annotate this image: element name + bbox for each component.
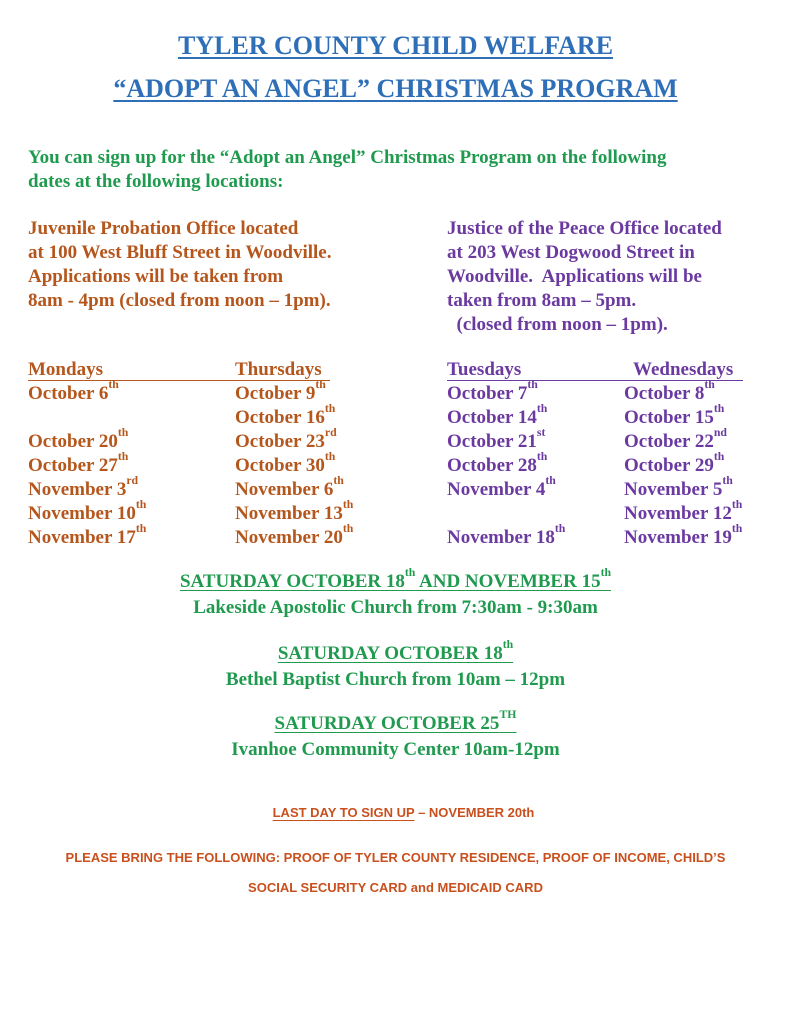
date-entry: October 22nd: [624, 426, 727, 452]
tuesdays-heading: Tuesdays: [447, 359, 522, 380]
date-entry: October 7th: [447, 378, 538, 404]
date-entry: October 23rd: [235, 426, 337, 452]
date-entry: October 9th: [235, 378, 326, 404]
date-entry: October 20th: [28, 426, 129, 452]
intro-line-1: You can sign up for the “Adopt an Angel” Christmas Program on the following: [28, 147, 667, 168]
tuesdays-dates: [447, 378, 566, 550]
date-entry: November 17th: [28, 522, 147, 548]
intro-line-2: dates at the following locations:: [28, 171, 284, 192]
right-schedule-underline: [447, 380, 743, 381]
date-entry: November 10th: [28, 498, 147, 524]
bring-requirements-line-1: PLEASE BRING THE FOLLOWING: PROOF OF TYLER COUNTY RESIDENCE, PROOF OF INCOME, CHILD’S: [65, 850, 726, 865]
location-line: Woodville. Applications will be: [447, 266, 702, 287]
date-entry: October 30th: [235, 450, 336, 476]
date-entry: [28, 406, 146, 430]
thursdays-heading: Thursdays: [235, 359, 322, 380]
date-entry: November 18th: [447, 522, 566, 548]
mondays-dates: [28, 378, 147, 550]
location-line: Justice of the Peace Office located: [447, 218, 722, 239]
bring-requirements-line-2: SOCIAL SECURITY CARD and MEDICAID CARD: [248, 880, 543, 895]
location-line: (closed from noon – 1pm).: [447, 314, 668, 335]
date-entry: [447, 502, 565, 526]
mondays-heading: Mondays: [28, 359, 103, 380]
location-line: Juvenile Probation Office located: [28, 218, 299, 239]
date-entry: November 19th: [624, 522, 743, 548]
date-entry: November 5th: [624, 474, 733, 500]
thursdays-dates: [235, 378, 354, 550]
signup-deadline: [8, 805, 791, 821]
saturday-event-detail: Ivanhoe Community Center 10am-12pm: [231, 739, 560, 760]
program-subtitle: “ADOPT AN ANGEL” CHRISTMAS PROGRAM: [113, 74, 678, 103]
justice-of-peace-location: [447, 217, 722, 337]
location-line: 8am - 4pm (closed from noon – 1pm).: [28, 290, 331, 311]
flyer-title: TYLER COUNTY CHILD WELFARE: [177, 31, 614, 60]
date-entry: November 3rd: [28, 474, 139, 500]
date-entry: October 29th: [624, 450, 725, 476]
saturday-event-detail: Bethel Baptist Church from 10am – 12pm: [225, 669, 566, 690]
date-entry: October 21st: [447, 426, 546, 452]
deadline-label: LAST DAY TO SIGN UP: [272, 805, 415, 820]
juvenile-probation-location: [28, 217, 331, 313]
date-entry: November 4th: [447, 474, 556, 500]
location-line: Applications will be taken from: [28, 266, 284, 287]
date-entry: October 14th: [447, 402, 548, 428]
saturday-event-detail: Lakeside Apostolic Church from 7:30am - 9:30am: [193, 597, 598, 618]
intro-text: [28, 146, 748, 194]
date-entry: October 16th: [235, 402, 336, 428]
deadline-date: – NOVEMBER 20th: [414, 805, 535, 820]
date-entry: October 6th: [28, 378, 119, 404]
date-entry: October 27th: [28, 450, 129, 476]
wednesdays-dates: [624, 378, 743, 550]
date-entry: October 15th: [624, 402, 725, 428]
location-line: at 203 West Dogwood Street in: [447, 242, 695, 263]
date-entry: November 13th: [235, 498, 354, 524]
date-entry: October 8th: [624, 378, 715, 404]
date-entry: November 6th: [235, 474, 344, 500]
location-line: taken from 8am – 5pm.: [447, 290, 637, 311]
date-entry: October 28th: [447, 450, 548, 476]
saturday-event-heading: SATURDAY OCTOBER 25TH: [274, 708, 517, 734]
date-entry: November 12th: [624, 498, 743, 524]
saturday-event-heading: SATURDAY OCTOBER 18th AND NOVEMBER 15th: [179, 566, 612, 592]
date-entry: November 20th: [235, 522, 354, 548]
saturday-event-heading: SATURDAY OCTOBER 18th: [277, 638, 514, 664]
left-schedule-underline: [28, 380, 330, 381]
wednesdays-heading: Wednesdays: [633, 359, 734, 380]
location-line: at 100 West Bluff Street in Woodville.: [28, 242, 332, 263]
